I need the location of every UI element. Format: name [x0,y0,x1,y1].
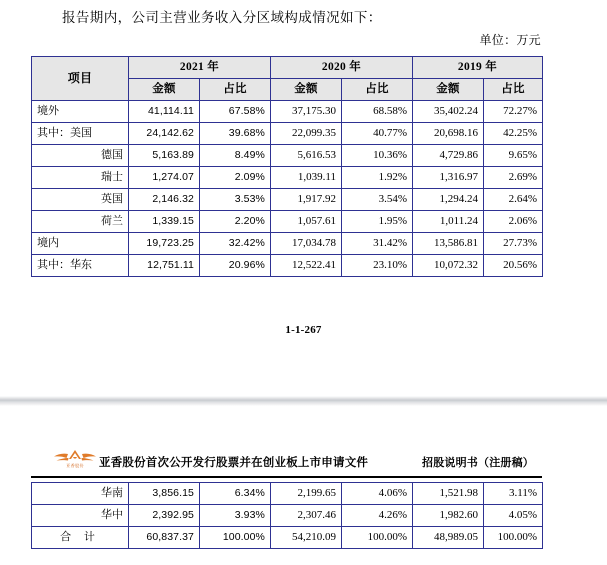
cell-2021-amount: 3,856.15 [129,483,200,505]
table-body [32,101,543,277]
table-row [32,483,543,505]
cell-2020-ratio: 100.00% [342,527,413,549]
table-row [32,255,543,277]
cell-2019-ratio: 2.69% [484,167,543,189]
cell-2020-amount: 1,057.61 [271,211,342,233]
cell-2020-ratio: 10.36% [342,145,413,167]
cell-2019-amount: 48,989.05 [413,527,484,549]
cell-2020-amount: 17,034.78 [271,233,342,255]
cell-2021-ratio: 6.34% [200,483,271,505]
cell-2021-amount: 1,339.15 [129,211,200,233]
cell-2021-amount: 60,837.37 [129,527,200,549]
unit-note: 单位：万元 [479,33,541,47]
regional-revenue-table-continued [31,482,543,549]
regional-revenue-table [31,56,543,277]
cell-2021-amount: 41,114.11 [129,101,200,123]
table-row [32,101,543,123]
cell-2019-ratio: 100.00% [484,527,543,549]
cell-2019-amount: 10,072.32 [413,255,484,277]
cell-2021-ratio: 2.09% [200,167,271,189]
row-label: 境内 [32,233,129,255]
header-year-2019: 2019 年 [413,57,543,79]
cell-2019-amount: 1,982.60 [413,505,484,527]
cell-2020-amount: 12,522.41 [271,255,342,277]
cell-2021-amount: 24,142.62 [129,123,200,145]
table-header-row-years [32,57,543,79]
cell-2021-ratio: 39.68% [200,123,271,145]
row-label: 境外 [32,101,129,123]
header-item: 项目 [32,57,129,101]
cell-2019-amount: 13,586.81 [413,233,484,255]
header-2020-amount: 金额 [271,79,342,101]
table-row [32,189,543,211]
cell-2020-ratio: 31.42% [342,233,413,255]
cell-2020-amount: 2,199.65 [271,483,342,505]
table-row [32,167,543,189]
row-label: 英国 [32,189,129,211]
cell-2019-amount: 1,316.97 [413,167,484,189]
cell-2019-ratio: 72.27% [484,101,543,123]
cell-2019-amount: 35,402.24 [413,101,484,123]
cell-2019-ratio: 2.64% [484,189,543,211]
table-row [32,505,543,527]
row-label: 其中：美国 [32,123,129,145]
page-number: 1-1-267 [285,324,322,336]
row-label: 华中 [32,505,129,527]
cell-2019-amount: 1,294.24 [413,189,484,211]
cell-2021-amount: 19,723.25 [129,233,200,255]
cell-2019-ratio: 27.73% [484,233,543,255]
row-label: 德国 [32,145,129,167]
row-label: 瑞士 [32,167,129,189]
cell-2019-ratio: 3.11% [484,483,543,505]
cell-2019-ratio: 2.06% [484,211,543,233]
table-row [32,527,543,549]
cell-2021-ratio: 100.00% [200,527,271,549]
cell-2021-ratio: 3.93% [200,505,271,527]
table-body-continued [32,483,543,549]
cell-2019-amount: 1,011.24 [413,211,484,233]
document-header-right-title: 招股说明书（注册稿） [422,457,534,469]
cell-2019-amount: 1,521.98 [413,483,484,505]
cell-2019-ratio: 4.05% [484,505,543,527]
cell-2020-ratio: 40.77% [342,123,413,145]
cell-2020-amount: 22,099.35 [271,123,342,145]
cell-2021-amount: 1,274.07 [129,167,200,189]
header-year-2020: 2020 年 [271,57,413,79]
cell-2021-ratio: 32.42% [200,233,271,255]
cell-2020-amount: 37,175.30 [271,101,342,123]
table-row [32,233,543,255]
header-2021-ratio: 占比 [200,79,271,101]
header-year-2021: 2021 年 [129,57,271,79]
row-label: 荷兰 [32,211,129,233]
logo-subtext: 亚香股份 [66,463,84,468]
cell-2020-ratio: 3.54% [342,189,413,211]
cell-2020-ratio: 68.58% [342,101,413,123]
cell-2020-amount: 1,917.92 [271,189,342,211]
header-2021-amount: 金额 [129,79,200,101]
cell-2020-ratio: 4.26% [342,505,413,527]
cell-2019-amount: 20,698.16 [413,123,484,145]
company-logo-icon [53,448,97,472]
header-rule [31,476,542,478]
intro-paragraph: 报告期内，公司主营业务收入分区域构成情况如下： [62,10,382,25]
cell-2021-ratio: 8.49% [200,145,271,167]
cell-2020-ratio: 1.92% [342,167,413,189]
row-label: 其中：华东 [32,255,129,277]
cell-2020-ratio: 23.10% [342,255,413,277]
row-label: 华南 [32,483,129,505]
cell-2021-ratio: 20.96% [200,255,271,277]
cell-2020-ratio: 4.06% [342,483,413,505]
cell-2021-ratio: 2.20% [200,211,271,233]
cell-2021-amount: 2,392.95 [129,505,200,527]
document-page-2 [0,406,607,565]
cell-2019-ratio: 20.56% [484,255,543,277]
document-header-title: 亚香股份首次公开发行股票并在创业板上市申请文件 [99,457,369,469]
cell-2020-amount: 1,039.11 [271,167,342,189]
header-2020-ratio: 占比 [342,79,413,101]
table-header [32,57,543,101]
table-row [32,145,543,167]
table-row [32,123,543,145]
cell-2019-amount: 4,729.86 [413,145,484,167]
row-label: 合 计 [32,527,129,549]
cell-2021-ratio: 67.58% [200,101,271,123]
header-2019-amount: 金额 [413,79,484,101]
header-2019-ratio: 占比 [484,79,543,101]
cell-2020-ratio: 1.95% [342,211,413,233]
cell-2021-amount: 2,146.32 [129,189,200,211]
cell-2021-ratio: 3.53% [200,189,271,211]
cell-2019-ratio: 42.25% [484,123,543,145]
cell-2021-amount: 12,751.11 [129,255,200,277]
cell-2020-amount: 54,210.09 [271,527,342,549]
cell-2020-amount: 2,307.46 [271,505,342,527]
table-row [32,211,543,233]
page-separator [0,396,607,406]
document-header [31,448,542,474]
cell-2021-amount: 5,163.89 [129,145,200,167]
cell-2019-ratio: 9.65% [484,145,543,167]
cell-2020-amount: 5,616.53 [271,145,342,167]
